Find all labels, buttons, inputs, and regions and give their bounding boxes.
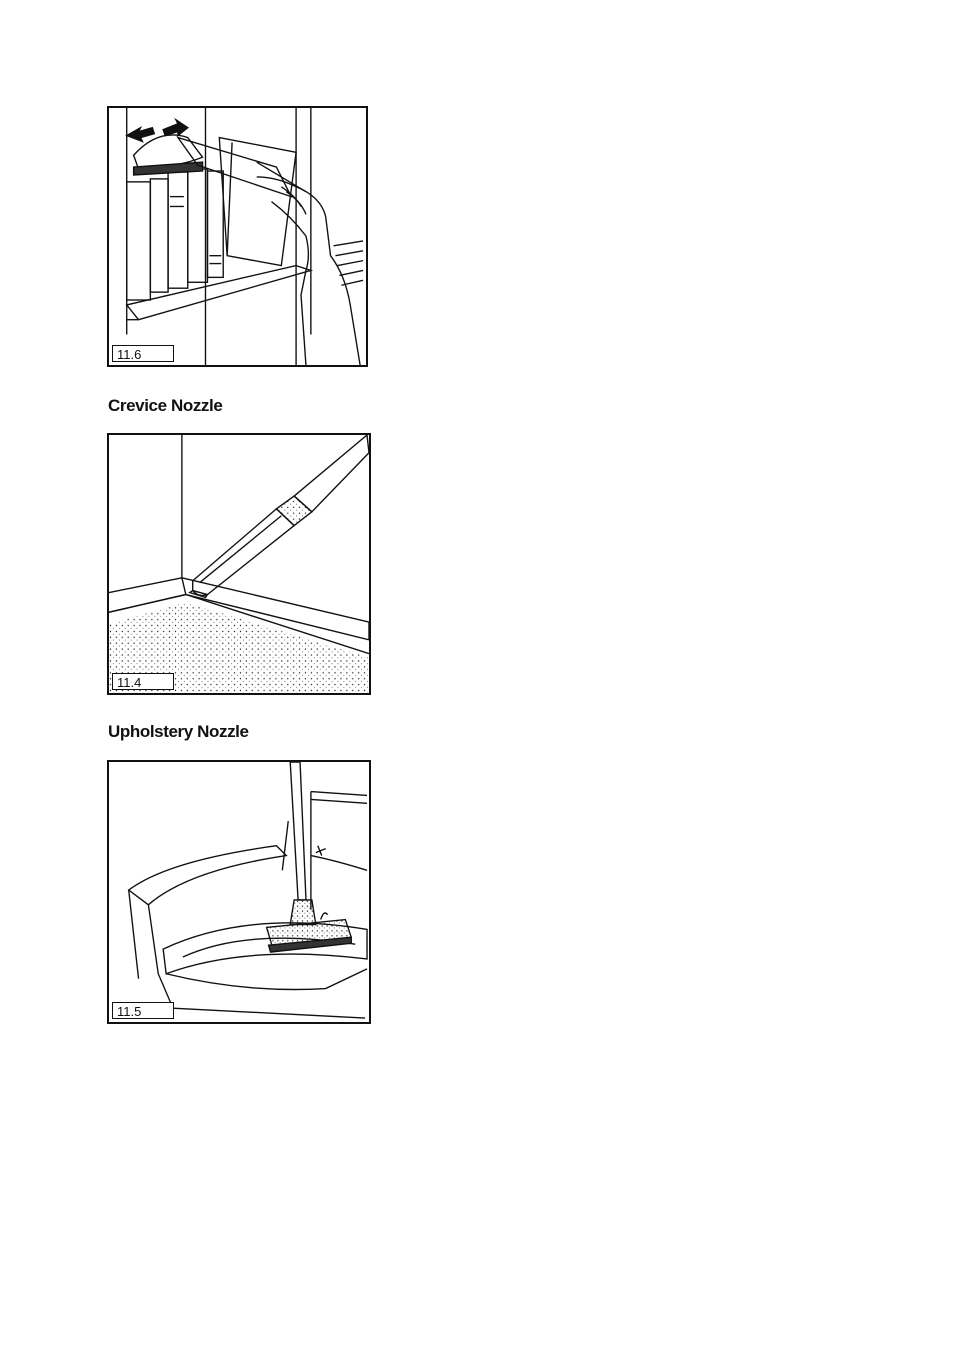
section-heading-upholstery-nozzle: Upholstery Nozzle [108,722,249,741]
crevice-nozzle-illustration [109,435,369,693]
figure-number-label: 11.4 [112,673,174,690]
figure-crevice-nozzle [107,433,371,695]
section-heading-crevice-nozzle: Crevice Nozzle [108,396,223,415]
bookshelf-illustration [109,108,366,365]
figure-number-label: 11.6 [112,345,174,362]
figure-number-label: 11.5 [112,1002,174,1019]
figure-upholstery-nozzle [107,760,371,1024]
upholstery-nozzle-illustration [109,762,369,1022]
figure-dusting-brush-bookshelf [107,106,368,367]
